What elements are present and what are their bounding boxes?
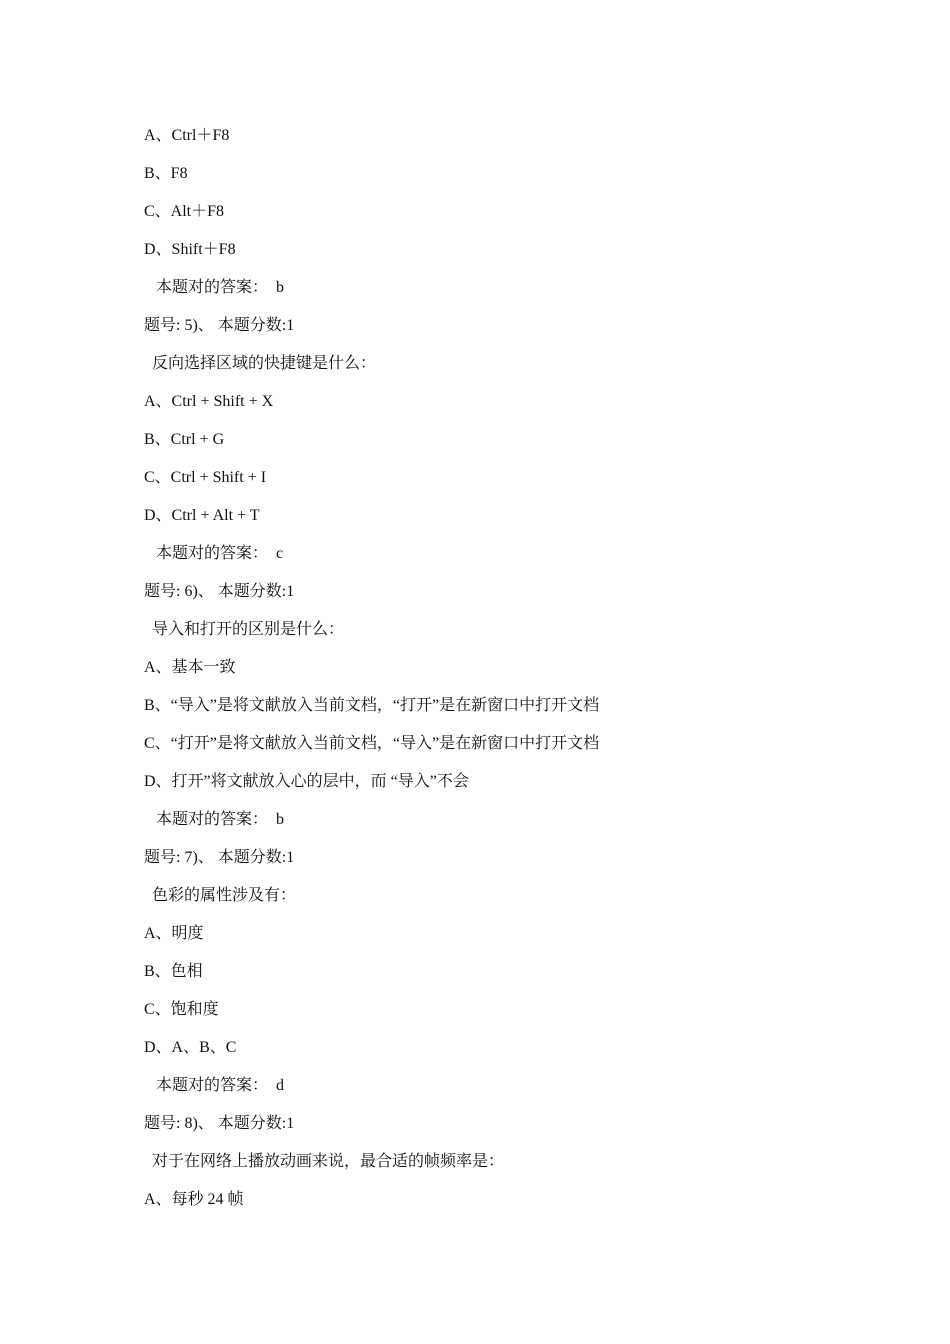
- option-line: C、饱和度: [144, 1001, 219, 1018]
- option-line: C、Alt＋F8: [144, 203, 225, 220]
- option-line: A、每秒 24 帧: [144, 1191, 244, 1208]
- option-line: B、“导入”是将文献放入当前文档，“打开”是在新窗口中打开文档: [144, 697, 600, 714]
- question-text: 反向选择区域的快捷键是什么：: [144, 355, 377, 372]
- option-line: B、F8: [144, 165, 188, 182]
- option-line: A、基本一致: [144, 659, 236, 676]
- answer-line: 本题对的答案： d: [144, 1077, 285, 1094]
- question-text: 对于在网络上播放动画来说，最合适的帧频率是：: [144, 1153, 505, 1170]
- option-line: C、Ctrl + Shift + I: [144, 469, 267, 486]
- option-line: A、Ctrl＋F8: [144, 127, 230, 144]
- question-text: 导入和打开的区别是什么：: [144, 621, 345, 638]
- option-line: D、Shift＋F8: [144, 241, 236, 258]
- option-line: D、打开”将文献放入心的层中，而 “导入”不会: [144, 773, 469, 790]
- option-line: D、A、B、C: [144, 1039, 237, 1056]
- question-header: 题号: 5)、 本题分数:1: [144, 317, 295, 334]
- answer-line: 本题对的答案： b: [144, 811, 285, 828]
- option-line: A、明度: [144, 925, 204, 942]
- option-line: B、Ctrl + G: [144, 431, 225, 448]
- option-line: B、色相: [144, 963, 203, 980]
- option-line: A、Ctrl + Shift + X: [144, 393, 274, 410]
- option-line: D、Ctrl + Alt + T: [144, 507, 260, 524]
- question-header: 题号: 6)、 本题分数:1: [144, 583, 295, 600]
- option-line: C、“打开”是将文献放入当前文档，“导入”是在新窗口中打开文档: [144, 735, 600, 752]
- answer-line: 本题对的答案： c: [144, 545, 284, 562]
- answer-line: 本题对的答案： b: [144, 279, 285, 296]
- question-text: 色彩的属性涉及有：: [144, 887, 297, 904]
- question-header: 题号: 8)、 本题分数:1: [144, 1115, 295, 1132]
- question-header: 题号: 7)、 本题分数:1: [144, 849, 295, 866]
